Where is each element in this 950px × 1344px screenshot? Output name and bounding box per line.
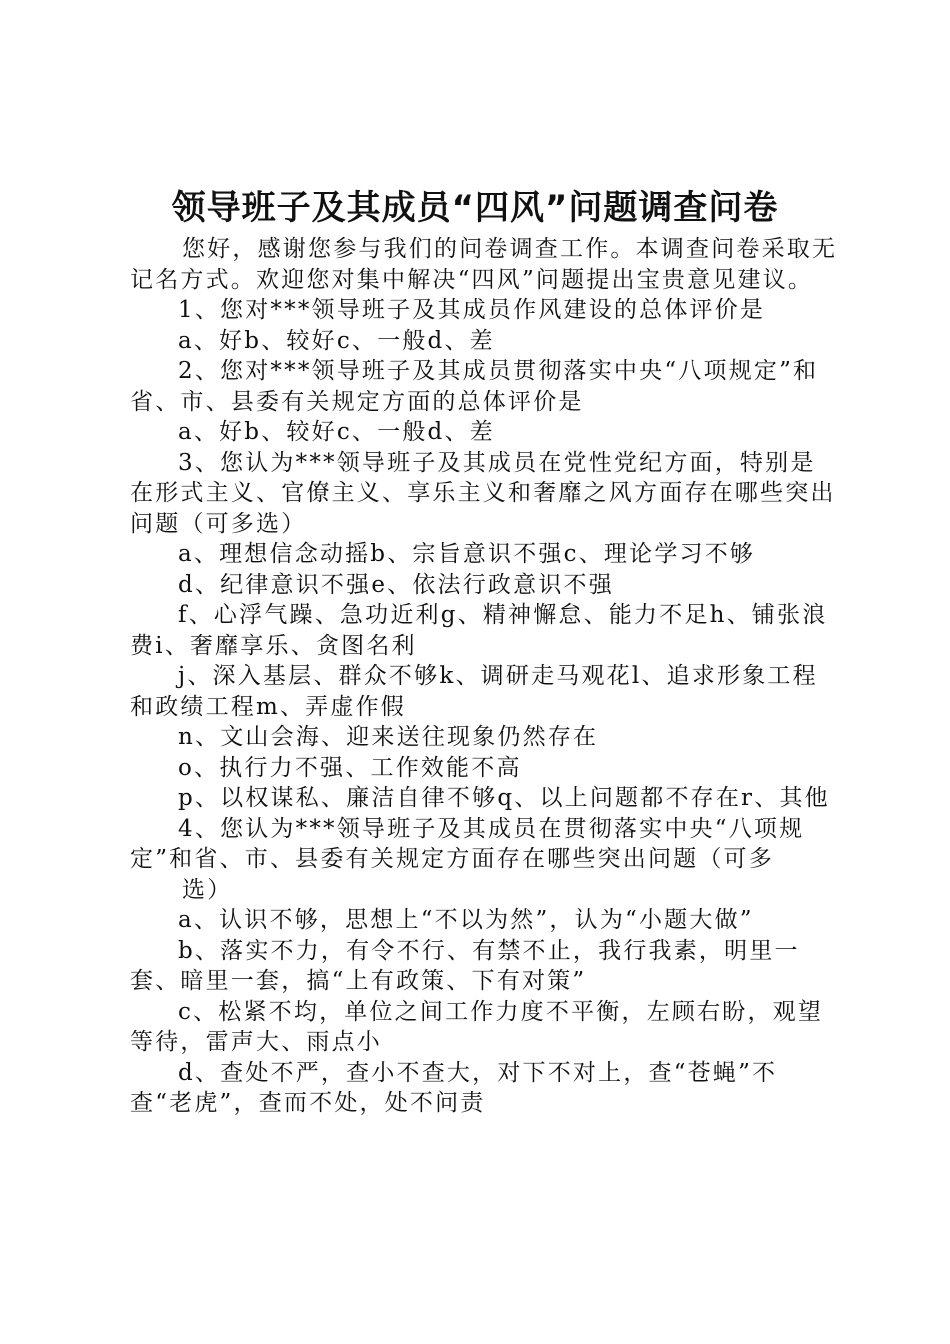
- question-4-option: c、松紧不均，单位之间工作力度不平衡，左顾右盼，观望等待，雷声大、雨点小: [130, 998, 824, 1055]
- question-3-option-line: f、心浮气躁、急功近利g、精神懈怠、能力不足h、铺张浪费i、奢靡享乐、贪图名利: [130, 602, 828, 659]
- question-4-continuation: 选）: [182, 876, 233, 903]
- question-2-options: a、好b、较好c、一般d、差: [178, 419, 495, 445]
- question-4-option: b、落实不力，有令不行、有禁不止，我行我素，明里一套、暗里一套，搞“上有政策、下有对策”: [130, 937, 800, 994]
- intro-paragraph: 您好，感谢您参与我们的问卷调查工作。本调查问卷采取无记名方式。欢迎您对集中解决“四风”问题提出宝贵意见建议。: [130, 236, 838, 293]
- question-3-option-line: p、以权谋私、廉洁自律不够q、以上问题都不存在r、其他: [178, 785, 830, 811]
- question-4-option: a、认识不够，思想上“不以为然”，认为“小题大做”: [178, 907, 754, 933]
- question-4-option: d、查处不严，查小不查大，对下不对上，查“苍蝇”不查“老虎”，查而不处，处不问责: [130, 1059, 778, 1116]
- question-4: 4、您认为***领导班子及其成员在贯彻落实中央“八项规定”和省、市、县委有关规定方面存在哪些突出问题（可多: [130, 815, 805, 872]
- question-3-option-line: o、执行力不强、工作效能不高: [178, 754, 522, 781]
- question-2: 2、您对***领导班子及其成员贯彻落实中央“八项规定”和省、市、县委有关规定方面的总体评价是: [130, 358, 819, 415]
- question-1-options: a、好b、较好c、一般d、差: [178, 327, 495, 354]
- question-3-option-line: a、理想信念动摇b、宗旨意识不强c、理论学习不够: [178, 541, 756, 567]
- question-3-option-line: j、深入基层、群众不够k、调研走马观花l、追求形象工程和政绩工程m、弄虚作假: [130, 663, 818, 720]
- document-title: 领导班子及其成员“四风”问题调查问卷: [171, 188, 779, 228]
- question-3: 3、您认为***领导班子及其成员在党性党纪方面，特别是在形式主义、官僚主义、享乐主义和奢靡之风方面存在哪些突出问题（可多选）: [130, 449, 836, 537]
- document-body: [130, 234, 840, 1119]
- question-1: 1、您对***领导班子及其成员作风建设的总体评价是: [178, 297, 766, 323]
- question-3-option-line: d、纪律意识不强e、依法行政意识不强: [178, 571, 614, 598]
- question-3-option-line: n、文山会海、迎来送往现象仍然存在: [178, 724, 599, 750]
